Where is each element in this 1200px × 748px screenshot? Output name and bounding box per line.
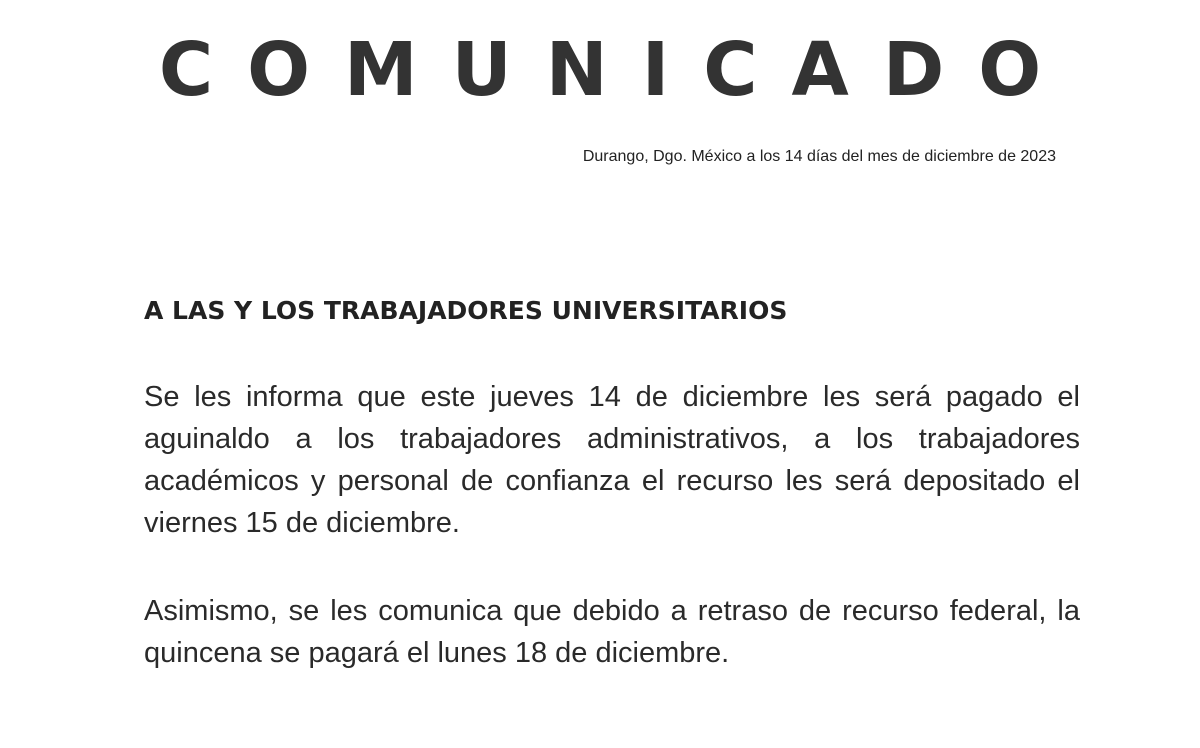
body-paragraph-1: Se les informa que este jueves 14 de diciembre les será pagado el aguinaldo a los trabajadores administrativos, a los trabajadores académicos y personal de confianza el recurso les será depositado el viernes 15 de diciembre. xyxy=(144,381,1080,539)
document-title: COMUNICADO xyxy=(158,27,1076,113)
dateline: Durango, Dgo. México a los 14 días del mes de diciembre de 2023 xyxy=(582,148,1056,165)
body-paragraph-2: Asimismo, se les comunica que debido a retraso de recurso federal, la quincena se pagará el lunes 18 de diciembre. xyxy=(144,595,1080,669)
addressee-heading: A LAS Y LOS TRABAJADORES UNIVERSITARIOS xyxy=(144,296,788,325)
